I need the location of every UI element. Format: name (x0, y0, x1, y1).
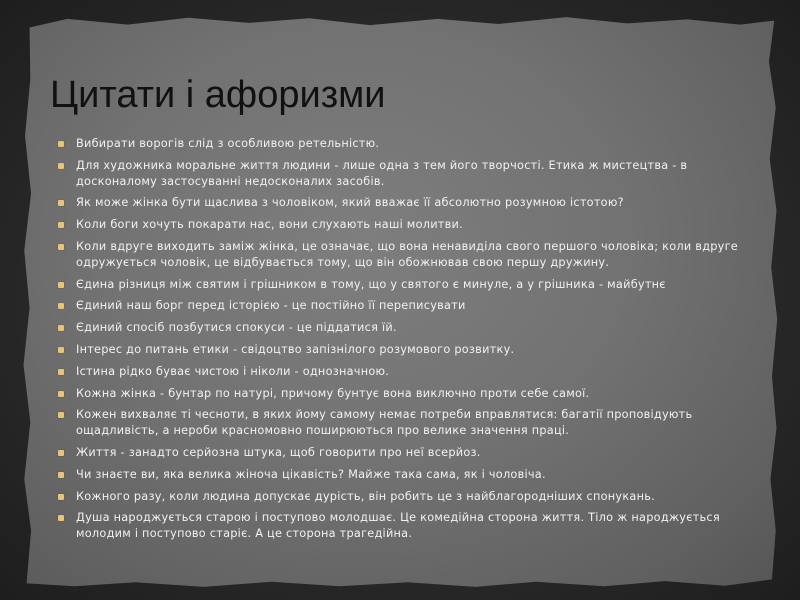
quote-item (58, 407, 752, 439)
quote-text: Єдиний наш борг перед історією - це постійно її переписувати (76, 299, 466, 313)
quote-item (58, 239, 752, 271)
bullet-icon (58, 472, 64, 478)
slide-title: Цитати і афоризми (50, 74, 386, 116)
bullet-icon (58, 222, 64, 228)
bullet-icon (58, 244, 64, 250)
quote-item (58, 298, 752, 314)
quote-item (58, 277, 752, 293)
bullet-icon (58, 450, 64, 456)
quote-list (58, 136, 752, 548)
bullet-icon (58, 282, 64, 288)
quote-item (58, 364, 752, 380)
quote-item (58, 195, 752, 211)
quote-item (58, 510, 752, 542)
quote-item (58, 467, 752, 483)
quote-text: Єдиний спосіб позбутися спокуси - це піддатися їй. (76, 321, 397, 335)
quote-item (58, 136, 752, 152)
quote-text: Кожен вихваляє ті чесноти, в яких йому самому немає потреби вправлятися: багатії проповідують ощадливість, а нероби красномовно поширюються про велике значення праці. (76, 408, 693, 438)
bullet-icon (58, 515, 64, 521)
quote-text: Як може жінка бути щаслива з чоловіком, який вважає її абсолютно розумною істотою? (76, 196, 624, 210)
quote-text: Кожна жінка - бунтар по натурі, причому бунтує вона виключно проти себе самої. (76, 386, 590, 400)
quote-item (58, 489, 752, 505)
quote-text: Чи знаєте ви, яка велика жіноча цікавість? Майже така сама, як і чоловіча. (76, 467, 546, 481)
quote-text: Життя - занадто серйозна штука, щоб говорити про неї всерйоз. (76, 445, 481, 459)
quote-text: Єдина різниця між святим і грішником в тому, що у святого є минуле, а у грішника - майбутнє (76, 277, 666, 291)
quote-item (58, 320, 752, 336)
bullet-icon (58, 163, 64, 169)
quote-text: Кожного разу, коли людина допускає дурість, він робить це з найблагородніших спонукань. (76, 489, 655, 503)
quote-text: Вибирати ворогів слід з особливою ретельністю. (76, 137, 380, 150)
quote-text: Коли боги хочуть покарати нас, вони слухають наші молитви. (76, 218, 463, 232)
bullet-icon (58, 391, 64, 397)
bullet-icon (58, 141, 64, 147)
quote-item (58, 445, 752, 461)
bullet-icon (58, 303, 64, 309)
quote-text: Душа народжується старою і поступово молодшає. Це комедійна сторона життя. Тіло ж народжується молодим і поступово старіє. А це сторона трагедійна. (76, 511, 720, 541)
bullet-icon (58, 369, 64, 375)
quote-item (58, 217, 752, 233)
quote-text: Для художника моральне життя людини - лише одна з тем його творчості. Етика ж мистецтва - в досконалому застосуванні недосконалих засобів. (76, 158, 688, 188)
bullet-icon (58, 347, 64, 353)
quote-item (58, 342, 752, 358)
quote-text: Інтерес до питань етики - свідоцтво запізнілого розумового розвитку. (76, 342, 515, 356)
quote-item (58, 158, 752, 190)
bullet-icon (58, 412, 64, 418)
quote-item (58, 386, 752, 402)
quote-text: Істина рідко буває чистою і ніколи - однозначною. (76, 364, 390, 378)
bullet-icon (58, 200, 64, 206)
bullet-icon (58, 325, 64, 331)
bullet-icon (58, 494, 64, 500)
quote-text: Коли вдруге виходить заміж жінка, це означає, що вона ненавиділа свого першого чоловіка; коли вдруге одружується чоловік, це відбувається тому, що він обожнював свою першу дружину. (76, 239, 738, 269)
